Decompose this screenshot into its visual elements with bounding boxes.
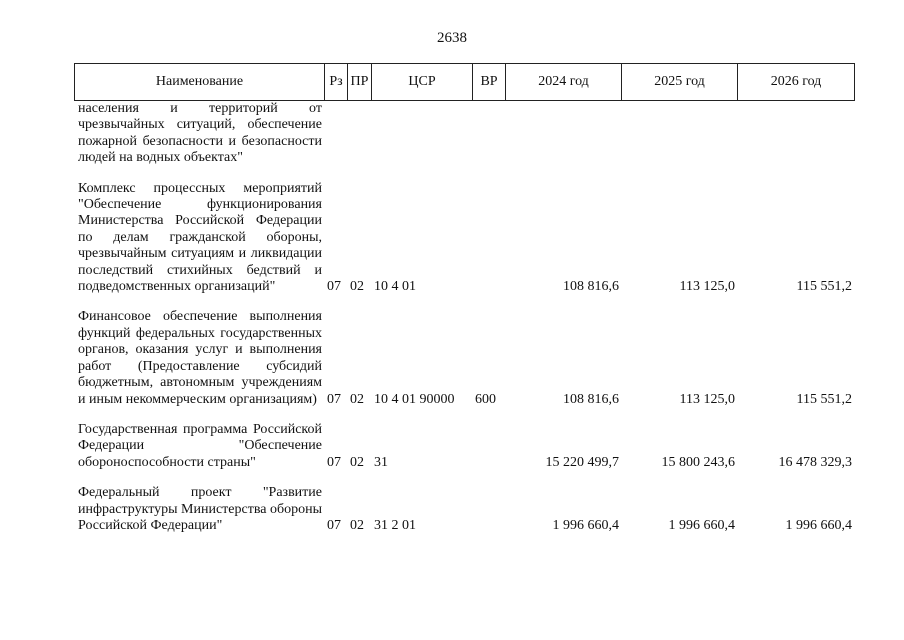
row-name: Финансовое обеспечение выполнения функций федеральных государственных органов, оказания услуг и выполнения работ (Предоставление субсидий бюджетным, автономным учреждениям и иным некоммерческим организациям) xyxy=(78,309,322,407)
row-pr xyxy=(347,101,371,181)
row-rz: 07 xyxy=(327,279,341,295)
row-name: Государственная программа Российской Федерации "Обеспечение обороноспособности страны" xyxy=(78,421,322,470)
row-csr: 10 4 01 xyxy=(374,279,416,295)
row-2024: 1 996 660,4 xyxy=(552,517,619,533)
row-2024: 108 816,6 xyxy=(563,279,619,295)
row-rz: 07 xyxy=(327,517,341,533)
table-row xyxy=(74,422,854,485)
row-rz xyxy=(324,101,347,181)
row-pr: 02 xyxy=(350,279,364,295)
row-name: Комплекс процессных мероприятий "Обеспечение функционирования Министерства Российской Федерации по делам гражданской обороны, чрезвычайным ситуациям и ликвидации последствий стихийных бедствий и подведомственных организаций" xyxy=(78,180,322,295)
row-pr: 02 xyxy=(350,454,364,470)
header-vr: ВР xyxy=(473,64,506,101)
row-2025: 113 125,0 xyxy=(679,279,735,295)
row-2024 xyxy=(505,101,621,181)
header-2026: 2026 год xyxy=(738,64,855,101)
row-vr: 600 xyxy=(475,391,496,407)
row-2024: 15 220 499,7 xyxy=(545,454,619,470)
row-vr xyxy=(472,422,505,485)
row-csr: 31 2 01 xyxy=(374,517,416,533)
row-pr: 02 xyxy=(350,391,364,407)
header-name: Наименование xyxy=(75,64,325,101)
page-number: 2638 xyxy=(437,30,467,46)
row-2026 xyxy=(737,101,854,181)
row-rz: 07 xyxy=(327,454,341,470)
table-row xyxy=(74,101,854,181)
row-2026: 1 996 660,4 xyxy=(785,517,852,533)
row-name: Федеральный проект "Развитие инфраструктуры Министерства обороны Российской Федерации" xyxy=(78,485,323,533)
row-csr: 31 xyxy=(374,454,388,470)
row-rz: 07 xyxy=(327,391,341,407)
row-2026: 115 551,2 xyxy=(796,391,852,407)
row-vr xyxy=(472,485,505,534)
row-vr xyxy=(472,181,505,310)
table-row xyxy=(74,181,854,310)
row-2024: 108 816,6 xyxy=(563,391,619,407)
header-2024: 2024 год xyxy=(506,64,622,101)
budget-table xyxy=(74,101,854,534)
row-vr xyxy=(472,101,505,181)
row-2025: 113 125,0 xyxy=(679,391,735,407)
row-2025: 15 800 243,6 xyxy=(661,454,735,470)
table-row xyxy=(74,485,854,534)
table-header xyxy=(74,63,855,101)
header-2025: 2025 год xyxy=(622,64,738,101)
row-csr xyxy=(371,101,472,181)
header-pr: ПР xyxy=(348,64,372,101)
header-rz: Рз xyxy=(325,64,348,101)
row-2026: 16 478 329,3 xyxy=(778,454,852,470)
row-2025 xyxy=(621,101,737,181)
row-2025: 1 996 660,4 xyxy=(668,517,735,533)
row-name: населения и территорий от чрезвычайных ситуаций, обеспечение пожарной безопасности и безопасности людей на водных объектах" xyxy=(78,101,322,166)
row-pr: 02 xyxy=(350,517,364,533)
row-csr: 10 4 01 90000 xyxy=(374,391,455,407)
header-csr: ЦСР xyxy=(372,64,473,101)
table-row xyxy=(74,309,854,421)
row-2026: 115 551,2 xyxy=(796,279,852,295)
